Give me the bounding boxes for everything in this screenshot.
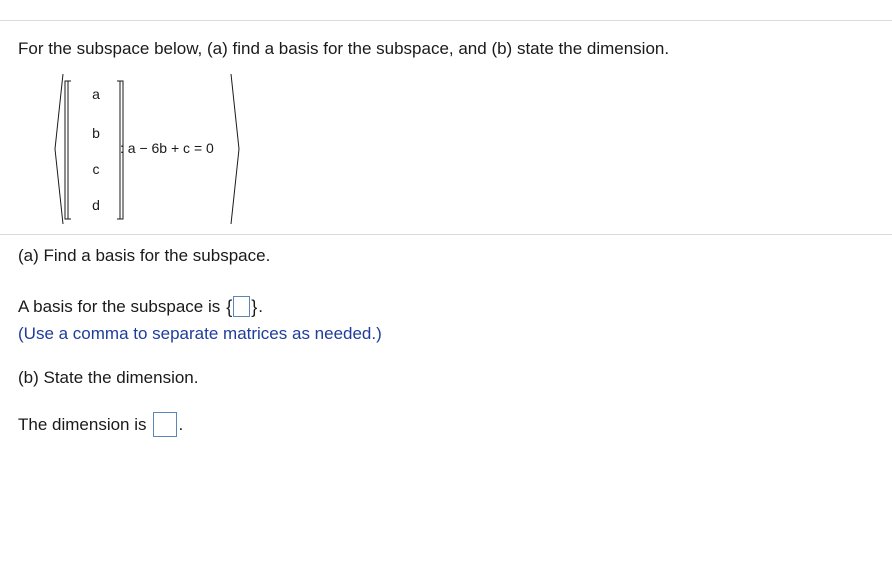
section-divider xyxy=(0,234,892,235)
vector-entry-a: a xyxy=(92,86,100,102)
part-a-heading: (a) Find a basis for the subspace. xyxy=(18,246,271,265)
right-angle-bracket xyxy=(230,74,240,224)
subspace-set-expression xyxy=(54,74,254,224)
dimension-answer-prefix: The dimension is xyxy=(18,414,147,434)
dimension-answer-line xyxy=(18,412,183,437)
subspace-condition: : a − 6b + c = 0 xyxy=(120,140,214,156)
basis-answer-period: . xyxy=(258,296,263,316)
vector-entry-c: c xyxy=(92,161,100,177)
vector-entry-d: d xyxy=(92,197,100,213)
dimension-answer-input[interactable] xyxy=(153,412,177,437)
left-angle-bracket xyxy=(54,74,64,224)
question-prompt: For the subspace below, (a) find a basis for the subspace, and (b) state the dimension. xyxy=(18,39,670,58)
part-b-heading: (b) State the dimension. xyxy=(18,368,199,387)
matrix-left-bracket xyxy=(64,80,72,220)
vector-entry-b: b xyxy=(92,125,100,141)
basis-answer-line xyxy=(18,296,263,317)
basis-answer-prefix: A basis for the subspace is xyxy=(18,296,221,316)
basis-hint: (Use a comma to separate matrices as needed.) xyxy=(18,324,382,343)
column-vector xyxy=(64,80,122,220)
open-brace: { xyxy=(226,296,233,317)
dimension-answer-period: . xyxy=(178,414,184,434)
top-divider xyxy=(0,20,892,21)
close-brace: } xyxy=(251,296,258,317)
basis-answer-input[interactable] xyxy=(233,296,250,317)
